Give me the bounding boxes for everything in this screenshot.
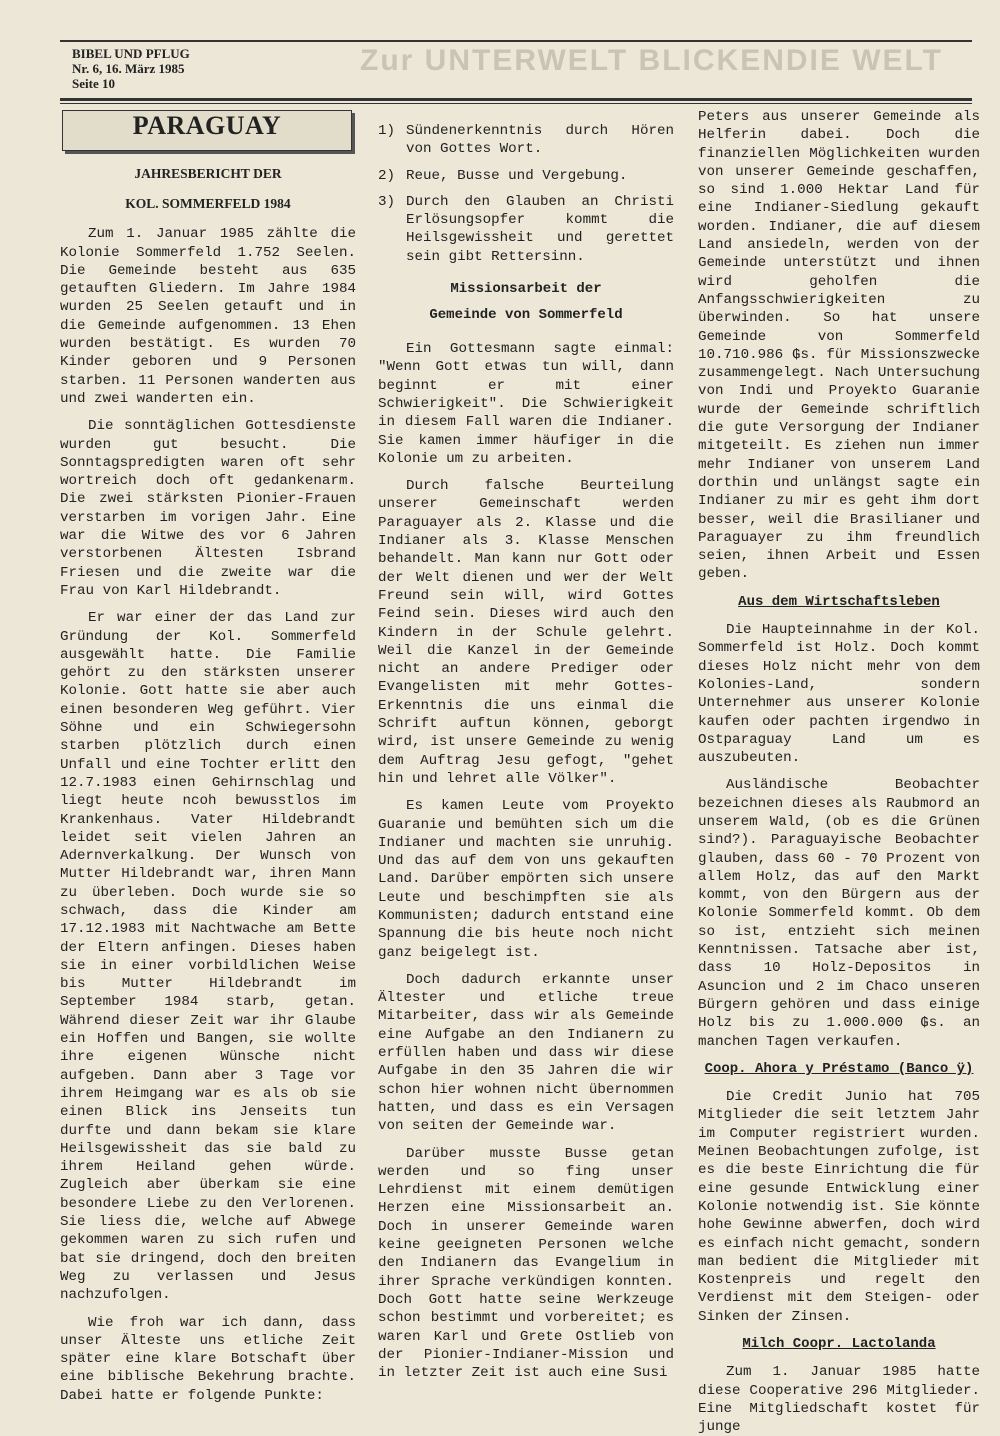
list-number: 3): [378, 193, 396, 210]
list-item: [378, 193, 674, 266]
list-text: Reue, Busse und Vergebung.: [406, 167, 628, 184]
paragraph: Zum 1. Januar 1985 zählte die Kolonie Sommerfeld 1.752 Seelen. Die Gemeinde besteht aus 635 getauften Gliedern. Im Jahre 1984 wurden 25 Seelen getauft und in die Gemeinde aufgenommen. 13 Ehen wurden bestätigt. Es wurden 70 Kinder geboren und 9 Personen starben. 11 Personen wanderten aus und zwei wanderten ein.: [60, 226, 356, 407]
paragraph: Er war einer der das Land zur Gründung der Kol. Sommerfeld ausgewählt hatte. Die Familie gehört zu den stärksten unserer Kolonie. Gott hatte sie aber auch einen besonderen Weg geführt. Vier Söhne und ein Schwiegersohn starben plötzlich durch einen Unfall und eine Tochter erlitt den 12.7.1983 einen Gehirnschlag und liegt heute ncoh bewusstlos im Krankenhaus. Vater Hildebrandt leidet seit vielen Jahren an Adernverkalkung. Der Wunsch von Mutter Hildebrandt war, ihren Mann zu überleben. Doch wurde sie so schwach, dass die Kinder am 17.12.1983 mit Nachtwache am Bette der Eltern anfingen. Dieses haben sie in einer vorbildlichen Weise bis Mutter Hildebrandt im September 1984 starb, getan. Während dieser Zeit war ihr Glaube ein Hoffen und Bangen, sie wollte ihre eigenen Wünsche nicht aufgeben. Dann aber 3 Tage vor ihrem Heimgang war es als ob sie einen Blick ins Jenseits tun durfte und dann bekam sie klare Heilsgewissheit das sie bald zu ihrem Heiland gehen würde. Zugleich aber überkam sie eine besondere Liebe zu den Verlorenen. Sie liess die, welche auf Abwege gekommen waren zu sich rufen und bat sie dringend, doch den breiten Weg zu verlassen und Jesus nachzufolgen.: [60, 610, 356, 1304]
list-item: [378, 122, 674, 159]
column-3: [698, 108, 980, 1436]
page-number: Seite 10: [72, 76, 115, 91]
point-list: [378, 122, 674, 266]
column-1: [60, 108, 356, 1404]
column-2: [378, 108, 674, 1400]
masthead: [72, 46, 190, 91]
list-text: Durch den Glauben an Christi Erlösungsopfer kommt die Heilsgewissheit und gerettet sein gibt Rettersinn.: [406, 193, 674, 265]
paragraph: Wie froh war ich dann, dass unser Älteste uns etliche Zeit später eine klare Botschaft über eine biblische Bekehrung brachte. Dabei hatte er folgende Punkte:: [60, 1314, 356, 1404]
section-heading-line-2: Gemeinde von Sommerfeld: [429, 307, 623, 324]
paragraph: Die sonntäglichen Gottesdienste wurden gut besucht. Die Sonntagspredigten waren oft sehr wortreich doch oft gedankenarm. Die zwei stärksten Pionier-Frauen verstarben im vorigen Jahr. Eine war die Witwe des vor 6 Jahren verstorbenen Ältesten Isbrand Friesen und die zweite war die Frau von Karl Hildebrandt.: [60, 418, 356, 599]
list-number: 1): [378, 123, 396, 139]
section-heading-line-1: Missionsarbeit der: [450, 281, 602, 298]
paragraph: Ein Gottesmann sagte einmal: "Wenn Gott etwas tun will, dann beginnt er mit einer Schwierigkeit". Die Schwierigkeit in diesem Fall waren die Indianer. Sie kamen immer häufiger in die Kolonie um zu arbeiten.: [378, 341, 674, 467]
paragraph: Doch dadurch erkannte unser Ältester und etliche treue Mitarbeiter, dass wir als Gemeinde eine Aufgabe an den Indianern zu erfüllen haben und dass wir diese Aufgabe in den 35 Jahren die wir schon hier wohnen nicht übernommen hatten, und dass es ein Versagen von seiten der Gemeinde war.: [378, 971, 674, 1135]
subtitle-line-2: KOL. SOMMERFELD 1984: [125, 196, 291, 212]
paragraph: Ausländische Beobachter bezeichnen dieses als Raubmord an unserem Wald, (ob es die Grünen sind?). Paraguayische Beobachter glauben, dass 60 - 70 Prozent von allem Holz, das auf den Markt kommt, von den Bürgern aus der Kolonie Sommerfeld kommt. Ob dem so ist, entzieht sich meinen Kenntnissen. Tatsache aber ist, dass 10 Holz-Depositos in Asuncion und 2 im Chaco unseren Bürgern gehören und dass einige Holz bis zu 1.000.000 ₲s. an manchen Tagen verkaufen.: [698, 777, 980, 1050]
list-item: [378, 167, 674, 185]
article-title: PARAGUAY: [132, 111, 282, 140]
section-heading-bank: Coop. Ahora y Préstamo (Banco ÿ): [704, 1060, 974, 1077]
bleed-through-text: Zur UNTERWELT BLICKENDIE WELT: [360, 44, 943, 77]
header-rule-thin: [60, 103, 972, 104]
publication-name: BIBEL UND PFLUG: [72, 46, 190, 61]
paragraph: Es kamen Leute vom Proyekto Guaranie und bemühten sich um die Indianer und machten sie unruhig. Und das auf dem von uns gekauften Land. Darüber empörten sich unsere Leute und beschimpften sie als Kommunisten; dadurch entstand eine Spannung die bis heute noch nicht ganz beigelegt ist.: [378, 798, 674, 961]
paragraph: Peters aus unserer Gemeinde als Helferin dabei. Doch die finanziellen Möglichkeiten wurden von unserer Gemeinde geschaffen, so sind 1.000 Hektar Land für eine Indianer-Siedlung gekauft worden. Indianer, die auf diesem Land ansiedeln, werden von der Gemeinde unterstützt und ihnen wird geholfen die Anfangsschwierigkeiten zu überwinden. So hat unsere Gemeinde von Sommerfeld 10.710.986 ₲s. für Missionszwecke zusammengelegt. Nach Untersuchung von Indi und Proyekto Guaranie wurde der Gemeinde schriftlich die gute Versorgung der Indianer mitgeteilt. Es ziehen nun immer mehr Indianer von unserem Land dorthin und unlängst sagte ein Indianer zu mir es geht ihm dort besser, weil die Brasilianer und Paraguayer zu ihm freundlich seien, ihnen Arbeit und Essen geben.: [698, 109, 980, 583]
paragraph: Die Credit Junio hat 705 Mitglieder die seit letztem Jahr im Computer registriert wurden. Meinen Beobachtungen zufolge, ist es die beste Einrichtung die für eine gesunde Entwicklung einer Kolonie notwendig ist. Sie könnte hohe Gewinne abwerfen, doch wird es einfach nicht gemacht, sondern man bedient die Mitglieder mit Kostenpreis und regelt den Verdienst mit dem Steigen- oder Sinken der Zinsen.: [698, 1089, 980, 1325]
section-heading-milk-coop: Milch Coopr. Lactolanda: [742, 1336, 936, 1352]
paragraph: Die Haupteinnahme in der Kol. Sommerfeld ist Holz. Doch kommt dieses Holz nicht mehr von dem Kolonies-Land, sondern Unternehmer aus unserer Kolonie kaufen oder pachten irgendwo in Ostparaguay Land um es auszubeuten.: [698, 622, 980, 767]
issue-date: Nr. 6, 16. März 1985: [72, 61, 185, 76]
header-rule-thick: [60, 98, 972, 101]
list-text: Sündenerkenntnis durch Hören von Gottes Wort.: [406, 123, 674, 158]
paragraph: Darüber musste Busse getan werden und so fing unser Lehrdienst mit einem demütigen Herzen eine Missionsarbeit an. Doch in unserer Gemeinde waren keine geeigneten Personen welche den Indianern das Evangelium in ihrer Sprache verkündigen konnten. Doch Gott hatte seine Werkzeuge schon bestimmt und vorbereitet; es waren Karl und Grete Ostlieb von der Pionier-Indianer-Mission und in letzter Zeit ist auch eine Susi: [378, 1145, 674, 1382]
header-rule-top: [60, 40, 972, 42]
section-heading: [378, 276, 674, 328]
paragraph: Zum 1. Januar 1985 hatte diese Cooperative 296 Mitglieder. Eine Mitgliedschaft kostet für junge: [698, 1364, 980, 1436]
title-box: [62, 110, 352, 151]
paragraph: Durch falsche Beurteilung unserer Gemeinschaft werden Paraguayer als 2. Klasse und die Indianer als 3. Klasse Menschen behandelt. Man kann nur Gott oder der Welt dienen und wer der Welt Freund sein will, wird Gottes Feind sein. Dieses wird auch den Kindern in der Schule gelehrt. Weil die Kanzel in der Gemeinde nicht an andere Prediger oder Evangelisten mit mehr Gottes-Erkenntnis die uns einmal die Schrift auftun können, geborgt wird, ist unsere Gemeinde zu wenig dem Auftrag Jesu gefogt, "gehet hin und lehret alle Völker".: [378, 478, 674, 787]
list-number: 2): [378, 167, 396, 184]
section-heading-economy: Aus dem Wirtschaftsleben: [738, 593, 940, 610]
subtitle-line-1: JAHRESBERICHT DER: [134, 166, 282, 182]
